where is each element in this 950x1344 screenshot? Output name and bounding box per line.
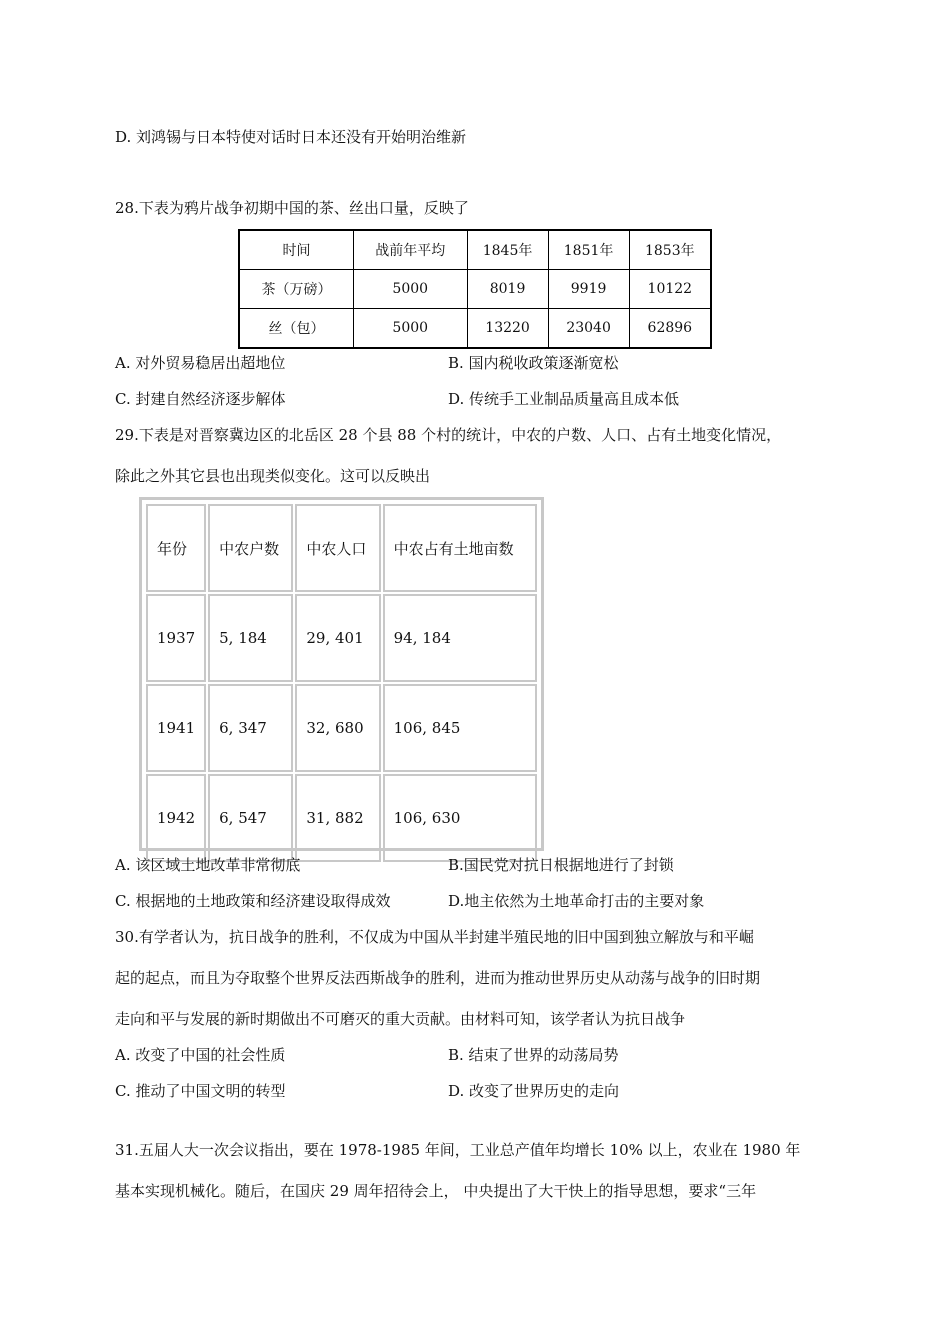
q30-option-c: C. 推动了中国文明的转型 xyxy=(115,1082,286,1100)
table-cell: 6, 347 xyxy=(208,684,293,772)
table-header-cell: 中农户数 xyxy=(208,504,293,592)
table-cell: 13220 xyxy=(467,309,548,349)
q28-export-table xyxy=(238,229,712,349)
table-header-row xyxy=(146,504,537,592)
q29-stem-line1: 29.下表是对晋察冀边区的北岳区 28 个县 88 个村的统计，中农的户数、人口、占有土地变化情况， xyxy=(115,426,782,444)
table-row xyxy=(239,270,711,309)
q28-option-c: C. 封建自然经济逐步解体 xyxy=(115,390,286,408)
table-cell: 6, 547 xyxy=(208,774,293,862)
table-header-cell: 战前年平均 xyxy=(353,230,467,270)
table-cell: 106, 630 xyxy=(383,774,537,862)
q31-stem-line2: 基本实现机械化。随后，在国庆 29 周年招待会上， 中央提出了大干快上的指导思想，要求“三年 xyxy=(115,1182,757,1200)
table-cell: 31, 882 xyxy=(295,774,380,862)
table-cell: 94, 184 xyxy=(383,594,537,682)
table-cell: 茶（万磅） xyxy=(239,270,353,309)
q29-option-b: B.国民党对抗日根据地进行了封锁 xyxy=(448,856,674,874)
q30-option-d: D. 改变了世界历史的走向 xyxy=(448,1082,620,1100)
q30-stem-line3: 走向和平与发展的新时期做出不可磨灭的重大贡献。由材料可知，该学者认为抗日战争 xyxy=(115,1010,686,1028)
table-cell: 5, 184 xyxy=(208,594,293,682)
table-header-cell: 中农人口 xyxy=(295,504,380,592)
table-row xyxy=(146,684,537,772)
q30-stem-line1: 30.有学者认为，抗日战争的胜利，不仅成为中国从半封建半殖民地的旧中国到独立解放与和平崛 xyxy=(115,928,754,946)
table-header-cell: 1851年 xyxy=(548,230,629,270)
table-row xyxy=(146,774,537,862)
q29-option-d: D.地主依然为土地革命打击的主要对象 xyxy=(448,892,705,910)
table-cell: 1942 xyxy=(146,774,206,862)
table-cell: 丝（包） xyxy=(239,309,353,349)
table-cell: 1941 xyxy=(146,684,206,772)
table-cell: 8019 xyxy=(467,270,548,309)
table-cell: 106, 845 xyxy=(383,684,537,772)
q28-option-b: B. 国内税收政策逐渐宽松 xyxy=(448,354,619,372)
q28-option-d: D. 传统手工业制品质量高且成本低 xyxy=(448,390,680,408)
table-row xyxy=(146,594,537,682)
table-header-cell: 1853年 xyxy=(629,230,711,270)
q29-option-a: A. 该区域土地改革非常彻底 xyxy=(115,856,301,874)
table-header-cell: 时间 xyxy=(239,230,353,270)
table-cell: 62896 xyxy=(629,309,711,349)
table-cell: 32, 680 xyxy=(295,684,380,772)
table-cell: 5000 xyxy=(353,270,467,309)
q30-stem-line2: 起的起点，而且为夺取整个世界反法西斯战争的胜利，进而为推动世界历史从动荡与战争的旧时期 xyxy=(115,969,761,987)
q28-option-a: A. 对外贸易稳居出超地位 xyxy=(115,354,286,372)
q29-stem-line2: 除此之外其它县也出现类似变化。这可以反映出 xyxy=(115,467,431,485)
table-header-cell: 中农占有土地亩数 xyxy=(383,504,537,592)
table-header-cell: 年份 xyxy=(146,504,206,592)
q30-option-a: A. 改变了中国的社会性质 xyxy=(115,1046,286,1064)
q29-table-frame xyxy=(139,497,544,851)
q28-stem: 28.下表为鸦片战争初期中国的茶、丝出口量，反映了 xyxy=(115,199,469,217)
table-header-row xyxy=(239,230,711,270)
table-cell: 1937 xyxy=(146,594,206,682)
q31-stem-line1: 31.五届人大一次会议指出，要在 1978-1985 年间，工业总产值年均增长 10% 以上，农业在 1980 年 xyxy=(115,1141,801,1159)
q29-option-c: C. 根据地的土地政策和经济建设取得成效 xyxy=(115,892,391,910)
table-cell: 23040 xyxy=(548,309,629,349)
table-cell: 9919 xyxy=(548,270,629,309)
q30-option-b: B. 结束了世界的动荡局势 xyxy=(448,1046,619,1064)
q27-option-d: D. 刘鸿锡与日本特使对话时日本还没有开始明治维新 xyxy=(115,128,467,146)
table-cell: 29, 401 xyxy=(295,594,380,682)
table-header-cell: 1845年 xyxy=(467,230,548,270)
table-cell: 10122 xyxy=(629,270,711,309)
q29-middle-peasant-table xyxy=(144,502,539,864)
table-row xyxy=(239,309,711,349)
table-cell: 5000 xyxy=(353,309,467,349)
